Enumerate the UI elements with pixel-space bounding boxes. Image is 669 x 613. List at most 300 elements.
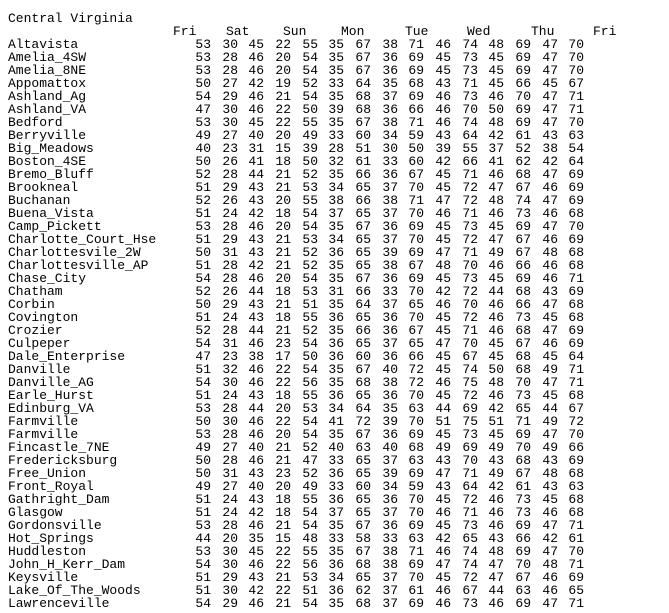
temperature-value: 46 [435,583,451,598]
temperature-value: 64 [568,349,584,364]
temperature-value: 47 [542,544,558,559]
temperature-value: 69 [408,596,424,611]
temperature-value: 39 [328,102,344,117]
temperature-value: 28 [328,141,344,156]
temperature-value: 73 [515,492,531,507]
temperature-value: 70 [462,102,478,117]
temperature-value: 69 [568,180,584,195]
temperature-value: 70 [515,440,531,455]
temperature-value: 46 [435,115,451,130]
temperature-value: 20 [275,193,291,208]
temperature-value: 51 [195,180,211,195]
temperature-value: 23 [222,141,238,156]
temperature-value: 35 [328,362,344,377]
temperature-value: 28 [222,167,238,182]
temperature-value: 28 [222,50,238,65]
temperature-value: 35 [328,544,344,559]
temperature-value: 65 [355,258,371,273]
temperature-value: 30 [222,115,238,130]
temperature-value: 26 [222,154,238,169]
temperature-value: 35 [248,531,264,546]
temperature-value: 45 [488,271,504,286]
temperature-value: 43 [435,128,451,143]
temperature-value: 49 [302,479,318,494]
temperature-value: 20 [275,401,291,416]
temperature-value: 33 [328,531,344,546]
temperature-value: 43 [248,180,264,195]
temperature-value: 45 [435,570,451,585]
temperature-value: 22 [275,414,291,429]
temperature-value: 36 [328,245,344,260]
temperature-value: 28 [222,219,238,234]
temperature-value: 65 [355,232,371,247]
temperature-value: 40 [248,479,264,494]
temperature-value: 51 [195,232,211,247]
temperature-value: 29 [222,570,238,585]
temperature-value: 64 [355,76,371,91]
temperature-value: 47 [542,596,558,611]
temperature-value: 69 [515,102,531,117]
temperature-value: 73 [515,388,531,403]
temperature-value: 46 [248,557,264,572]
temperature-value: 69 [515,63,531,78]
temperature-value: 55 [302,492,318,507]
temperature-value: 49 [195,440,211,455]
station-name: Appomattox [8,76,87,91]
temperature-value: 65 [355,245,371,260]
temperature-value: 48 [542,557,558,572]
temperature-value: 36 [382,63,398,78]
temperature-value: 70 [515,557,531,572]
temperature-value: 43 [488,531,504,546]
temperature-value: 70 [408,180,424,195]
temperature-value: 71 [568,518,584,533]
temperature-value: 73 [462,596,478,611]
station-name: Crozier [8,323,63,338]
temperature-value: 51 [195,310,211,325]
temperature-value: 42 [248,206,264,221]
temperature-value: 24 [222,310,238,325]
temperature-value: 49 [488,440,504,455]
temperature-value: 28 [222,271,238,286]
temperature-value: 55 [302,310,318,325]
temperature-value: 38 [382,193,398,208]
temperature-value: 61 [515,479,531,494]
temperature-value: 50 [195,76,211,91]
station-name: Berryville [8,128,87,143]
temperature-value: 74 [462,544,478,559]
temperature-value: 36 [382,388,398,403]
temperature-value: 55 [462,141,478,156]
temperature-value: 46 [542,583,558,598]
temperature-value: 70 [462,258,478,273]
temperature-value: 15 [275,141,291,156]
temperature-value: 53 [302,232,318,247]
temperature-value: 48 [488,115,504,130]
day-header-tue: Tue [405,24,429,39]
temperature-value: 43 [248,466,264,481]
temperature-value: 47 [542,167,558,182]
temperature-value: 46 [435,544,451,559]
temperature-value: 47 [542,102,558,117]
temperature-value: 36 [328,336,344,351]
temperature-value: 52 [195,284,211,299]
temperature-value: 54 [302,362,318,377]
temperature-value: 60 [355,479,371,494]
temperature-value: 45 [488,63,504,78]
station-name: Charlottesville_AP [8,258,149,273]
temperature-value: 45 [488,76,504,91]
temperature-value: 66 [515,297,531,312]
station-name: Keysville [8,570,79,585]
temperature-value: 22 [275,102,291,117]
temperature-value: 66 [408,349,424,364]
temperature-value: 27 [222,479,238,494]
temperature-value: 52 [195,323,211,338]
day-header-fri: Fri [173,24,197,39]
station-name: Camp_Pickett [8,219,102,234]
temperature-value: 69 [568,232,584,247]
station-name: Chatham [8,284,63,299]
temperature-value: 65 [355,180,371,195]
temperature-value: 72 [462,492,478,507]
temperature-value: 33 [382,531,398,546]
temperature-value: 67 [515,570,531,585]
temperature-value: 72 [462,193,478,208]
station-name: Fredericksburg [8,453,118,468]
temperature-value: 47 [488,557,504,572]
temperature-value: 69 [568,323,584,338]
temperature-value: 69 [515,518,531,533]
temperature-value: 47 [488,232,504,247]
temperature-value: 51 [302,297,318,312]
temperature-value: 18 [275,310,291,325]
temperature-value: 38 [382,37,398,52]
temperature-value: 63 [408,453,424,468]
temperature-value: 36 [328,310,344,325]
temperature-value: 72 [462,388,478,403]
temperature-value: 42 [488,128,504,143]
temperature-value: 21 [275,453,291,468]
temperature-value: 70 [408,388,424,403]
temperature-value: 46 [248,518,264,533]
temperature-value: 43 [435,76,451,91]
temperature-value: 51 [355,141,371,156]
temperature-value: 50 [195,245,211,260]
temperature-value: 65 [568,583,584,598]
temperature-value: 65 [515,401,531,416]
temperature-value: 58 [355,531,371,546]
temperature-value: 18 [275,388,291,403]
temperature-value: 26 [222,284,238,299]
temperature-value: 33 [382,284,398,299]
temperature-value: 61 [568,531,584,546]
temperature-value: 53 [195,63,211,78]
temperature-value: 37 [488,141,504,156]
temperature-value: 47 [542,115,558,130]
temperature-value: 30 [222,557,238,572]
temperature-value: 69 [568,453,584,468]
temperature-value: 34 [382,128,398,143]
temperature-value: 71 [462,167,478,182]
temperature-value: 67 [355,63,371,78]
temperature-value: 71 [462,76,478,91]
temperature-value: 37 [382,206,398,221]
temperature-value: 37 [382,596,398,611]
temperature-value: 71 [568,375,584,390]
temperature-value: 47 [195,102,211,117]
temperature-value: 22 [275,583,291,598]
temperature-value: 34 [382,479,398,494]
temperature-value: 52 [302,323,318,338]
station-name: Hot_Springs [8,531,94,546]
temperature-value: 72 [462,570,478,585]
temperature-value: 44 [248,323,264,338]
temperature-value: 67 [515,245,531,260]
temperature-value: 44 [488,583,504,598]
temperature-value: 44 [542,401,558,416]
temperature-value: 51 [488,414,504,429]
temperature-value: 35 [328,50,344,65]
temperature-value: 45 [488,336,504,351]
temperature-value: 49 [542,362,558,377]
temperature-value: 70 [408,206,424,221]
temperature-value: 45 [435,362,451,377]
temperature-value: 31 [222,245,238,260]
temperature-value: 66 [515,258,531,273]
temperature-value: 68 [568,206,584,221]
temperature-value: 54 [568,141,584,156]
temperature-value: 61 [355,154,371,169]
temperature-value: 43 [248,388,264,403]
temperature-value: 37 [382,89,398,104]
station-name: Edinburg_VA [8,401,94,416]
temperature-value: 65 [355,336,371,351]
temperature-value: 68 [515,362,531,377]
temperature-value: 48 [488,375,504,390]
temperature-value: 36 [382,323,398,338]
temperature-value: 34 [328,180,344,195]
temperature-value: 20 [275,128,291,143]
temperature-value: 68 [355,557,371,572]
temperature-value: 48 [435,258,451,273]
temperature-value: 48 [302,531,318,546]
temperature-value: 36 [328,349,344,364]
temperature-value: 52 [302,76,318,91]
temperature-value: 47 [542,219,558,234]
temperature-value: 48 [488,193,504,208]
temperature-value: 68 [408,440,424,455]
temperature-value: 40 [248,440,264,455]
temperature-value: 54 [302,219,318,234]
temperature-value: 67 [355,50,371,65]
temperature-value: 37 [382,232,398,247]
station-name: Buchanan [8,193,71,208]
temperature-value: 69 [515,427,531,442]
temperature-value: 44 [195,531,211,546]
temperature-value: 52 [302,167,318,182]
temperature-value: 38 [382,544,398,559]
temperature-value: 69 [568,193,584,208]
temperature-value: 42 [248,258,264,273]
station-name: Culpeper [8,336,71,351]
temperature-value: 61 [515,128,531,143]
temperature-value: 67 [515,336,531,351]
temperature-value: 65 [408,336,424,351]
temperature-value: 35 [328,297,344,312]
station-name: Boston_4SE [8,154,87,169]
temperature-value: 37 [328,206,344,221]
temperature-value: 51 [195,206,211,221]
temperature-value: 29 [222,89,238,104]
day-header-mon: Mon [341,24,365,39]
temperature-value: 45 [435,167,451,182]
temperature-value: 69 [408,518,424,533]
temperature-value: 65 [355,570,371,585]
temperature-value: 50 [195,453,211,468]
temperature-value: 69 [515,271,531,286]
temperature-value: 67 [515,232,531,247]
station-name: Front_Royal [8,479,94,494]
station-name: Charlottesvile_2W [8,245,141,260]
temperature-value: 73 [462,271,478,286]
temperature-value: 47 [488,180,504,195]
temperature-value: 54 [302,596,318,611]
temperature-value: 47 [195,349,211,364]
temperature-value: 46 [542,258,558,273]
temperature-value: 49 [488,466,504,481]
temperature-value: 67 [355,115,371,130]
day-header-sat: Sat [226,24,250,39]
temperature-value: 67 [568,401,584,416]
temperature-value: 47 [542,37,558,52]
temperature-value: 71 [568,557,584,572]
temperature-value: 70 [408,310,424,325]
temperature-value: 46 [248,427,264,442]
temperature-value: 34 [328,570,344,585]
temperature-value: 71 [462,206,478,221]
temperature-value: 18 [275,284,291,299]
temperature-value: 36 [382,167,398,182]
temperature-value: 43 [435,453,451,468]
temperature-value: 46 [435,297,451,312]
station-name: Fincastle_7NE [8,440,110,455]
temperature-value: 46 [248,596,264,611]
temperature-value: 35 [382,401,398,416]
temperature-value: 33 [328,128,344,143]
temperature-value: 71 [462,466,478,481]
temperature-value: 70 [568,427,584,442]
temperature-value: 70 [462,336,478,351]
temperature-value: 20 [275,50,291,65]
temperature-value: 37 [382,336,398,351]
temperature-value: 42 [435,531,451,546]
temperature-value: 68 [568,297,584,312]
temperature-value: 51 [195,388,211,403]
temperature-value: 53 [195,427,211,442]
temperature-value: 54 [195,89,211,104]
temperature-value: 73 [462,427,478,442]
temperature-value: 30 [222,37,238,52]
temperature-value: 73 [462,219,478,234]
station-name: Charlotte_Court_Hse [8,232,157,247]
temperature-value: 46 [488,297,504,312]
temperature-value: 30 [222,375,238,390]
temperature-value: 54 [195,375,211,390]
station-name: Chase_City [8,271,87,286]
temperature-value: 46 [435,505,451,520]
temperature-value: 53 [302,401,318,416]
temperature-value: 69 [408,219,424,234]
temperature-value: 47 [302,453,318,468]
temperature-value: 62 [355,583,371,598]
temperature-value: 49 [542,440,558,455]
temperature-value: 38 [382,557,398,572]
temperature-value: 66 [568,440,584,455]
temperature-value: 46 [488,518,504,533]
temperature-value: 46 [488,206,504,221]
temperature-value: 47 [542,375,558,390]
temperature-value: 45 [435,63,451,78]
region-title: Central Virginia [8,11,133,26]
temperature-value: 28 [222,401,238,416]
temperature-value: 21 [275,258,291,273]
temperature-value: 46 [488,323,504,338]
temperature-value: 72 [408,375,424,390]
temperature-value: 55 [302,193,318,208]
temperature-value: 45 [248,544,264,559]
temperature-value: 52 [195,167,211,182]
temperature-value: 50 [195,414,211,429]
station-name: Ashland_Ag [8,89,87,104]
temperature-value: 47 [435,245,451,260]
temperature-value: 46 [248,271,264,286]
temperature-value: 46 [248,362,264,377]
temperature-value: 46 [435,375,451,390]
temperature-value: 47 [542,518,558,533]
temperature-value: 63 [568,479,584,494]
temperature-value: 28 [222,453,238,468]
temperature-value: 27 [222,76,238,91]
temperature-value: 53 [302,570,318,585]
temperature-value: 70 [408,505,424,520]
temperature-value: 68 [355,375,371,390]
temperature-value: 67 [462,349,478,364]
temperature-value: 68 [568,466,584,481]
temperature-value: 43 [248,193,264,208]
temperature-value: 43 [542,453,558,468]
temperature-value: 35 [328,375,344,390]
temperature-value: 43 [248,570,264,585]
temperature-value: 47 [435,336,451,351]
temperature-value: 23 [222,349,238,364]
temperature-value: 51 [195,583,211,598]
temperature-value: 29 [222,180,238,195]
day-header-sun: Sun [283,24,307,39]
temperature-value: 38 [382,375,398,390]
temperature-value: 53 [195,50,211,65]
temperature-value: 48 [488,37,504,52]
temperature-value: 46 [488,388,504,403]
temperature-value: 70 [462,297,478,312]
temperature-value: 38 [248,349,264,364]
temperature-value: 53 [195,401,211,416]
temperature-value: 64 [568,154,584,169]
temperature-value: 44 [248,284,264,299]
temperature-value: 69 [515,115,531,130]
temperature-value: 49 [195,479,211,494]
temperature-value: 49 [435,440,451,455]
